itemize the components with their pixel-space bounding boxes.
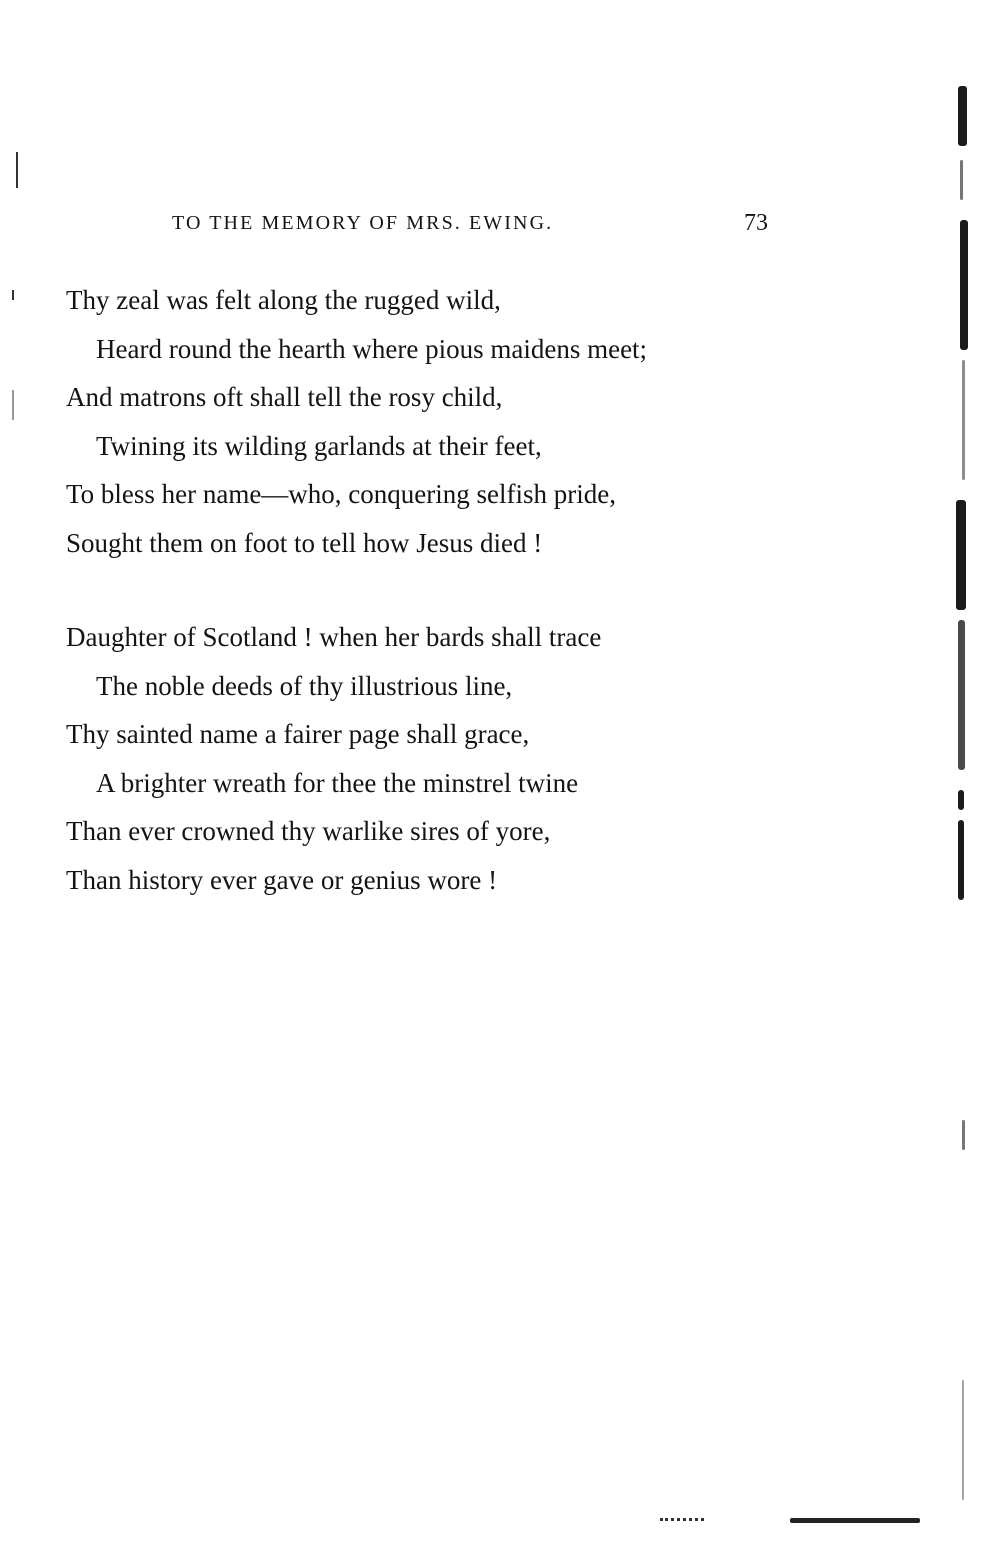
scan-speck-artifact [0, 140, 20, 460]
stanza-2 [66, 613, 786, 905]
scan-edge-artifact [944, 80, 974, 1540]
poem-line: Than history ever gave or genius wore ! [66, 864, 498, 895]
stanza-1 [66, 276, 786, 568]
poem-line: Twining its wilding garlands at their feet, [96, 430, 542, 461]
running-title: TO THE MEMORY OF MRS. EWING. [172, 212, 554, 234]
poem-line: Than ever crowned thy warlike sires of yore, [66, 816, 551, 847]
scan-bottom-rule [790, 1518, 920, 1523]
page-header [172, 212, 768, 242]
poem-line: A brighter wreath for thee the minstrel twine [96, 767, 579, 798]
poem-line: Daughter of Scotland ! when her bards shall trace [66, 622, 602, 652]
scan-bottom-dash [660, 1518, 704, 1524]
poem-line: Thy zeal was felt along the rugged wild, [66, 285, 501, 315]
poem-line: Thy sainted name a fairer page shall grace, [66, 719, 530, 750]
poem-line: Sought them on foot to tell how Jesus died ! [66, 527, 543, 558]
page-number: 73 [744, 210, 768, 236]
poem-line: Heard round the hearth where pious maidens meet; [96, 333, 648, 364]
poem-line: The noble deeds of thy illustrious line, [96, 670, 513, 701]
poem-line: To bless her name—who, conquering selfish pride, [66, 479, 616, 510]
poem-line: And matrons oft shall tell the rosy child, [66, 382, 503, 413]
